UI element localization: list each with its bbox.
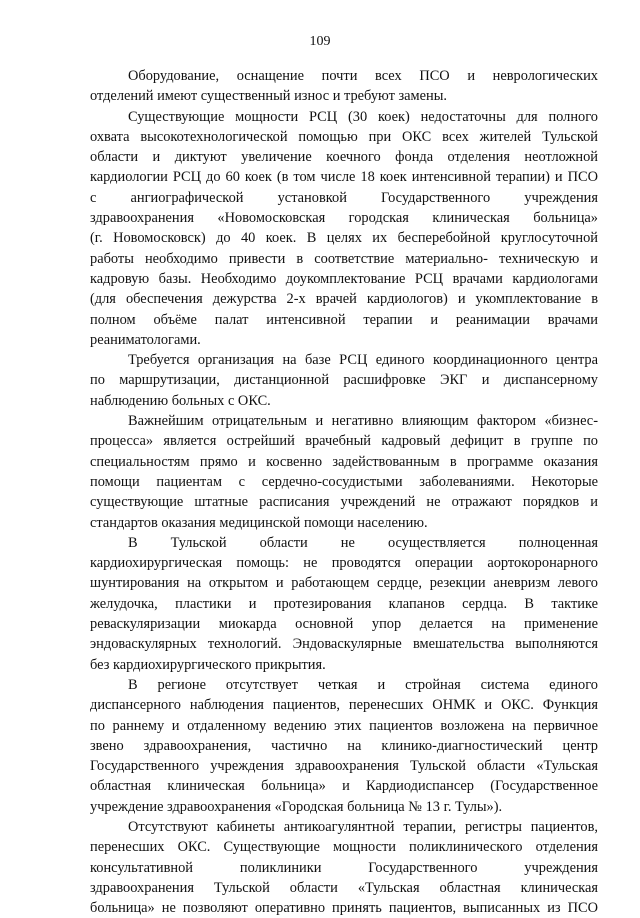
text-line: Отсутствуют кабинеты антикоагулянтной терапии, регистры пациентов, bbox=[128, 818, 598, 835]
text-line: кадровую базы. Необходимо доукомплектование РСЦ врачами кардиологами bbox=[90, 270, 598, 287]
text-line: специальностям прямо и косвенно задействованным в программе оказания bbox=[90, 453, 598, 470]
paragraph bbox=[90, 675, 598, 817]
text-line: реаниматологами. bbox=[90, 331, 201, 348]
text-line: по маршрутизации, дистанционной расшифровке ЭКГ и диспансерному bbox=[90, 372, 598, 389]
text-line: перенесших ОКС. Существующие мощности поликлинического отделения bbox=[90, 839, 598, 856]
text-line: с ангиографической установкой Государственного учреждения bbox=[90, 189, 598, 206]
text-line: звено здравоохранения, частично на клинико-диагностический центр bbox=[90, 737, 598, 754]
text-line: (г. Новомосковск) до 40 коек. В целях их бесперебойной круглосуточной bbox=[90, 230, 598, 247]
text-line: работы необходимо привести в соответствие материально- техническую и bbox=[90, 250, 598, 267]
text-line: больница» не позволяют оперативно принять пациентов, выписанных из ПСО bbox=[90, 900, 598, 917]
text-line: В регионе отсутствует четкая и стройная система единого bbox=[128, 676, 598, 693]
text-line: Важнейшим отрицательным и негативно влияющим фактором «бизнес- bbox=[128, 413, 598, 430]
text-line: Государственного учреждения здравоохранения Тульской области «Тульская bbox=[90, 758, 598, 775]
body-text bbox=[90, 66, 598, 918]
text-line: по раннему и отдаленному ведению этих пациентов возложена на первичное bbox=[90, 717, 598, 734]
text-line: Требуется организация на базе РСЦ единого координационного центра bbox=[128, 352, 598, 369]
text-line: эндоваскулярных технологий. Эндоваскулярные вмешательства выполняются bbox=[90, 636, 598, 653]
text-line: реваскуляризации миокарда основной упор делается на применение bbox=[90, 616, 598, 633]
text-line: без кардиохирургического прикрытия. bbox=[90, 656, 326, 673]
text-line: стандартов оказания медицинской помощи населению. bbox=[90, 514, 428, 531]
text-line: учреждение здравоохранения «Городская больница № 13 г. Тулы»). bbox=[90, 798, 503, 815]
page-number: 109 bbox=[309, 34, 331, 49]
text-line: здравоохранения «Новомосковская городская клиническая больница» bbox=[90, 210, 598, 227]
paragraph bbox=[90, 533, 598, 675]
text-line: кардиологии РСЦ до 60 коек (в том числе 18 коек интенсивной терапии) и ПСО bbox=[90, 169, 598, 186]
text-line: охвата высокотехнологической помощью при ОКС всех жителей Тульской bbox=[90, 128, 598, 145]
text-line: Оборудование, оснащение почти всех ПСО и неврологических bbox=[128, 68, 598, 84]
text-line: помощи пациентам с сердечно-сосудистыми заболеваниями. Некоторые bbox=[90, 473, 598, 490]
text-line: кардиохирургическая помощь: не проводятся операции аортокоронарного bbox=[90, 555, 598, 572]
text-line: здравоохранения Тульской области «Тульская областная клиническая bbox=[90, 879, 598, 896]
text-line: желудочка, пластики и протезирования клапанов сердца. В тактике bbox=[90, 595, 598, 612]
paragraph bbox=[90, 411, 598, 533]
text-line: области и диктуют увеличение коечного фонда отделения неотложной bbox=[90, 149, 598, 166]
paragraph bbox=[90, 66, 598, 107]
text-line: процесса» является острейший врачебный кадровый дефицит в группе по bbox=[90, 433, 598, 450]
text-line: областная клиническая больница» и Кардиодиспансер (Государственное bbox=[90, 778, 598, 795]
paragraph bbox=[90, 350, 598, 411]
paragraph bbox=[90, 817, 598, 918]
paragraph bbox=[90, 107, 598, 351]
text-line: (для обеспечения дежурства 2-х врачей кардиологов) и укомплектование в bbox=[90, 291, 598, 308]
text-line: консультативной поликлиники Государственного учреждения bbox=[90, 859, 598, 876]
text-line: Существующие мощности РСЦ (30 коек) недостаточны для полного bbox=[128, 108, 598, 125]
text-line: диспансерного наблюдения пациентов, перенесших ОНМК и ОКС. Функция bbox=[90, 697, 598, 714]
text-line: существующие штатные расписания учреждений не отражают порядков и bbox=[90, 494, 598, 511]
text-line: полном объёме палат интенсивной терапии и реанимации врачами bbox=[90, 311, 598, 328]
text-line: наблюдению больных с ОКС. bbox=[90, 392, 271, 409]
text-line: отделений имеют существенный износ и требуют замены. bbox=[90, 88, 448, 105]
text-line: шунтирования на открытом и работающем сердце, резекции аневризм левого bbox=[90, 575, 598, 592]
text-line: В Тульской области не осуществляется полноценная bbox=[128, 534, 598, 551]
